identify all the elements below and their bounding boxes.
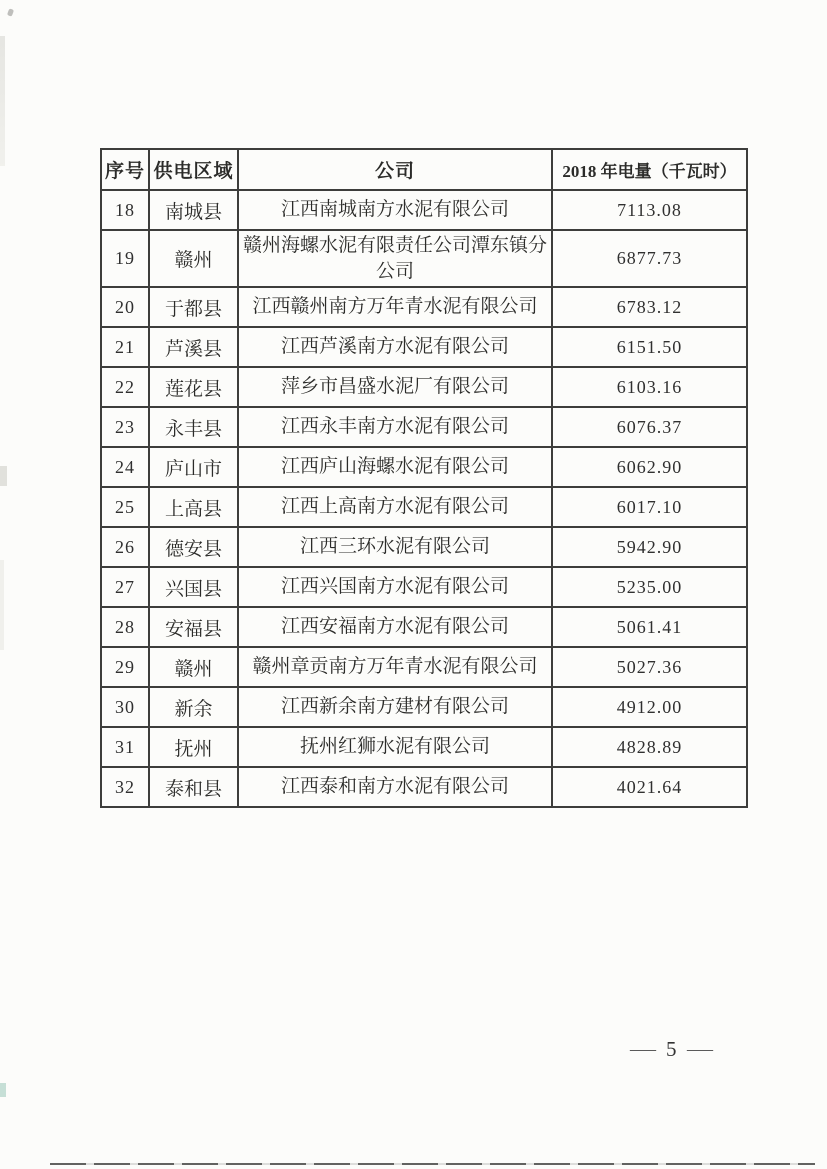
cell-energy: 4828.89 bbox=[552, 727, 747, 767]
cell-serial: 30 bbox=[101, 687, 149, 727]
cell-area: 安福县 bbox=[149, 607, 238, 647]
cell-energy: 4021.64 bbox=[552, 767, 747, 807]
cell-company: 江西三环水泥有限公司 bbox=[238, 527, 552, 567]
table-row bbox=[101, 647, 747, 687]
cell-energy: 5235.00 bbox=[552, 567, 747, 607]
table-row bbox=[101, 190, 747, 230]
cell-area: 芦溪县 bbox=[149, 327, 238, 367]
cell-company: 抚州红狮水泥有限公司 bbox=[238, 727, 552, 767]
table-row bbox=[101, 327, 747, 367]
cell-company: 江西新余南方建材有限公司 bbox=[238, 687, 552, 727]
scan-artifact-edge-smudge bbox=[0, 560, 4, 650]
cell-serial: 19 bbox=[101, 230, 149, 287]
table-row bbox=[101, 447, 747, 487]
cell-area: 泰和县 bbox=[149, 767, 238, 807]
cell-energy: 6151.50 bbox=[552, 327, 747, 367]
cell-serial: 31 bbox=[101, 727, 149, 767]
cell-area: 永丰县 bbox=[149, 407, 238, 447]
cell-company: 江西庐山海螺水泥有限公司 bbox=[238, 447, 552, 487]
cell-company: 江西泰和南方水泥有限公司 bbox=[238, 767, 552, 807]
cell-area: 庐山市 bbox=[149, 447, 238, 487]
scan-artifact-bottom-line bbox=[50, 1163, 815, 1165]
cell-area: 莲花县 bbox=[149, 367, 238, 407]
cell-company: 江西芦溪南方水泥有限公司 bbox=[238, 327, 552, 367]
cell-company: 萍乡市昌盛水泥厂有限公司 bbox=[238, 367, 552, 407]
scan-artifact-edge-notch bbox=[0, 466, 7, 486]
scan-artifact-green-speck bbox=[0, 1083, 6, 1097]
cell-serial: 18 bbox=[101, 190, 149, 230]
cell-energy: 6062.90 bbox=[552, 447, 747, 487]
page-number bbox=[630, 1037, 713, 1062]
cell-energy: 5061.41 bbox=[552, 607, 747, 647]
cell-serial: 22 bbox=[101, 367, 149, 407]
col-header-area: 供电区域 bbox=[149, 149, 238, 190]
cell-area: 南城县 bbox=[149, 190, 238, 230]
cell-area: 赣州 bbox=[149, 647, 238, 687]
table-row bbox=[101, 727, 747, 767]
table-row bbox=[101, 567, 747, 607]
cell-energy: 5027.36 bbox=[552, 647, 747, 687]
table-row bbox=[101, 287, 747, 327]
cell-serial: 23 bbox=[101, 407, 149, 447]
table-row bbox=[101, 767, 747, 807]
cell-area: 于都县 bbox=[149, 287, 238, 327]
cell-energy: 6783.12 bbox=[552, 287, 747, 327]
cell-energy: 6103.16 bbox=[552, 367, 747, 407]
cell-serial: 21 bbox=[101, 327, 149, 367]
cell-company: 赣州海螺水泥有限责任公司潭东镇分公司 bbox=[238, 230, 552, 287]
table-row bbox=[101, 527, 747, 567]
cell-serial: 32 bbox=[101, 767, 149, 807]
cell-area: 上高县 bbox=[149, 487, 238, 527]
col-header-company: 公司 bbox=[238, 149, 552, 190]
table-row bbox=[101, 407, 747, 447]
table-header-row bbox=[101, 149, 747, 190]
cell-serial: 29 bbox=[101, 647, 149, 687]
cell-company: 江西安福南方水泥有限公司 bbox=[238, 607, 552, 647]
page-number-dash-left: — bbox=[630, 1038, 656, 1060]
table-row bbox=[101, 367, 747, 407]
cell-area: 抚州 bbox=[149, 727, 238, 767]
cell-area: 德安县 bbox=[149, 527, 238, 567]
cell-company: 江西赣州南方万年青水泥有限公司 bbox=[238, 287, 552, 327]
cell-energy: 6076.37 bbox=[552, 407, 747, 447]
table-row bbox=[101, 230, 747, 287]
cell-company: 江西兴国南方水泥有限公司 bbox=[238, 567, 552, 607]
cell-area: 新余 bbox=[149, 687, 238, 727]
power-consumption-table bbox=[100, 148, 748, 808]
page-number-value: 5 bbox=[666, 1037, 677, 1061]
cell-serial: 27 bbox=[101, 567, 149, 607]
cell-company: 江西永丰南方水泥有限公司 bbox=[238, 407, 552, 447]
table-row bbox=[101, 687, 747, 727]
cell-serial: 25 bbox=[101, 487, 149, 527]
cell-serial: 26 bbox=[101, 527, 149, 567]
cell-energy: 7113.08 bbox=[552, 190, 747, 230]
table-row bbox=[101, 487, 747, 527]
scan-artifact-edge-smudge bbox=[0, 36, 5, 166]
cell-serial: 24 bbox=[101, 447, 149, 487]
cell-company: 江西南城南方水泥有限公司 bbox=[238, 190, 552, 230]
cell-area: 兴国县 bbox=[149, 567, 238, 607]
col-header-serial: 序号 bbox=[101, 149, 149, 190]
table-row bbox=[101, 607, 747, 647]
cell-energy: 6017.10 bbox=[552, 487, 747, 527]
cell-company: 江西上高南方水泥有限公司 bbox=[238, 487, 552, 527]
col-header-energy: 2018 年电量（千瓦时） bbox=[552, 149, 747, 190]
page-number-dash-right: — bbox=[686, 1038, 713, 1060]
scan-artifact-speck bbox=[7, 8, 14, 16]
cell-company: 赣州章贡南方万年青水泥有限公司 bbox=[238, 647, 552, 687]
cell-area: 赣州 bbox=[149, 230, 238, 287]
cell-energy: 6877.73 bbox=[552, 230, 747, 287]
cell-energy: 5942.90 bbox=[552, 527, 747, 567]
cell-energy: 4912.00 bbox=[552, 687, 747, 727]
cell-serial: 20 bbox=[101, 287, 149, 327]
cell-serial: 28 bbox=[101, 607, 149, 647]
